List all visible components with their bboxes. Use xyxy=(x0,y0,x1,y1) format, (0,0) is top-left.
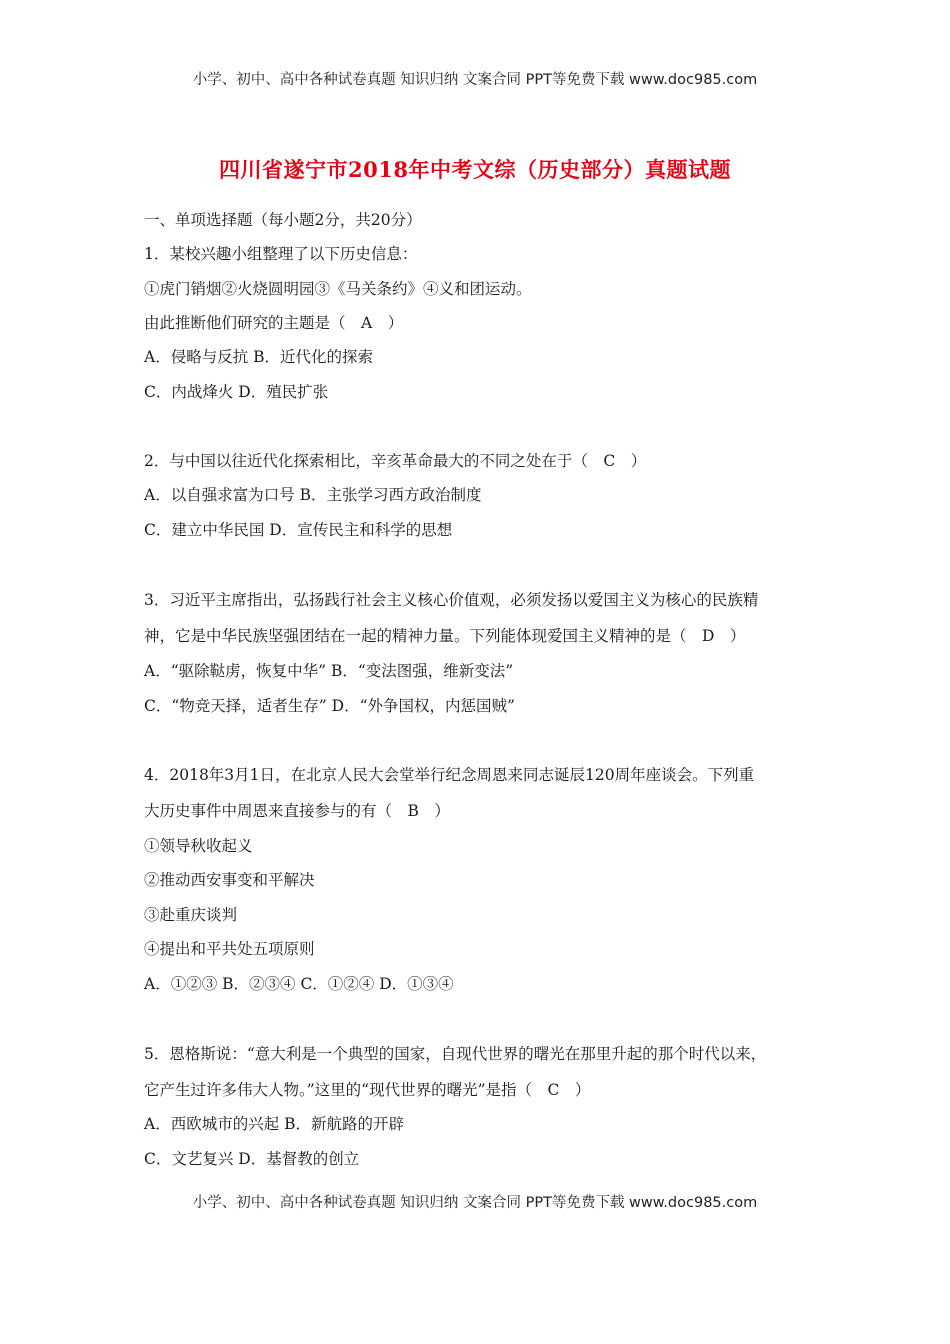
question-1-stem-2: ①虎门销烟②火烧圆明园③《马关条约》④义和团运动。 xyxy=(144,280,532,298)
section-heading: 一、单项选择题（每小题2分，共20分） xyxy=(144,211,422,229)
question-5-option-line-2: C．文艺复兴 D．基督教的创立 xyxy=(144,1150,360,1168)
header-banner: 小学、初中、高中各种试卷真题 知识归纳 文案合同 PPT等免费下载 www.doc985.com xyxy=(192,72,758,88)
question-2-option-line-1: A．以自强求富为口号 B．主张学习西方政治制度 xyxy=(144,486,482,504)
question-3-stem-2: 神，它是中华民族坚强团结在一起的精神力量。下列能体现爱国主义精神的是（ D ） xyxy=(144,627,746,645)
question-4-item-3: ③赴重庆谈判 xyxy=(144,906,238,924)
question-4-item-1: ①领导秋收起义 xyxy=(144,837,253,855)
question-4-option-line-1: A．①②③ B．②③④ C．①②④ D．①③④ xyxy=(144,975,454,993)
footer-banner: 小学、初中、高中各种试卷真题 知识归纳 文案合同 PPT等免费下载 www.doc985.com xyxy=(192,1195,758,1211)
question-2-option-line-2: C．建立中华民国 D．宣传民主和科学的思想 xyxy=(144,521,453,539)
question-4-stem-1: 4．2018年3月1日，在北京人民大会堂举行纪念周恩来同志诞辰120周年座谈会。下列重 xyxy=(144,766,755,784)
question-1-option-line-2: C．内战烽火 D．殖民扩张 xyxy=(144,383,329,401)
question-5-stem-1: 5．恩格斯说：“意大利是一个典型的国家，自现代世界的曙光在那里升起的那个时代以来， xyxy=(144,1045,767,1063)
question-1-stem-1: 1．某校兴趣小组整理了以下历史信息： xyxy=(144,245,418,263)
page-title: 四川省遂宁市2018年中考文综（历史部分）真题试题 xyxy=(219,157,731,182)
question-2-stem-1: 2．与中国以往近代化探索相比，辛亥革命最大的不同之处在于（ C ） xyxy=(144,452,647,470)
question-3-stem-1: 3．习近平主席指出，弘扬践行社会主义核心价值观，必须发扬以爱国主义为核心的民族精 xyxy=(144,591,759,609)
question-4-item-2: ②推动西安事变和平解决 xyxy=(144,871,315,889)
question-5-option-line-1: A．西欧城市的兴起 B．新航路的开辟 xyxy=(144,1115,405,1133)
question-1-stem-3: 由此推断他们研究的主题是（ A ） xyxy=(144,314,404,332)
question-4-stem-2: 大历史事件中周恩来直接参与的有（ B ） xyxy=(144,802,450,820)
question-5-stem-2: 它产生过许多伟大人物。”这里的“现代世界的曙光”是指（ C ） xyxy=(144,1081,591,1099)
question-4-item-4: ④提出和平共处五项原则 xyxy=(144,940,315,958)
question-3-option-line-1: A．“驱除鞑虏，恢复中华” B．“变法图强，维新变法” xyxy=(144,662,514,680)
question-3-option-line-2: C．“物竞天择，适者生存” D．“外争国权，内惩国贼” xyxy=(144,697,515,715)
question-1-option-line-1: A．侵略与反抗 B．近代化的探索 xyxy=(144,348,374,366)
